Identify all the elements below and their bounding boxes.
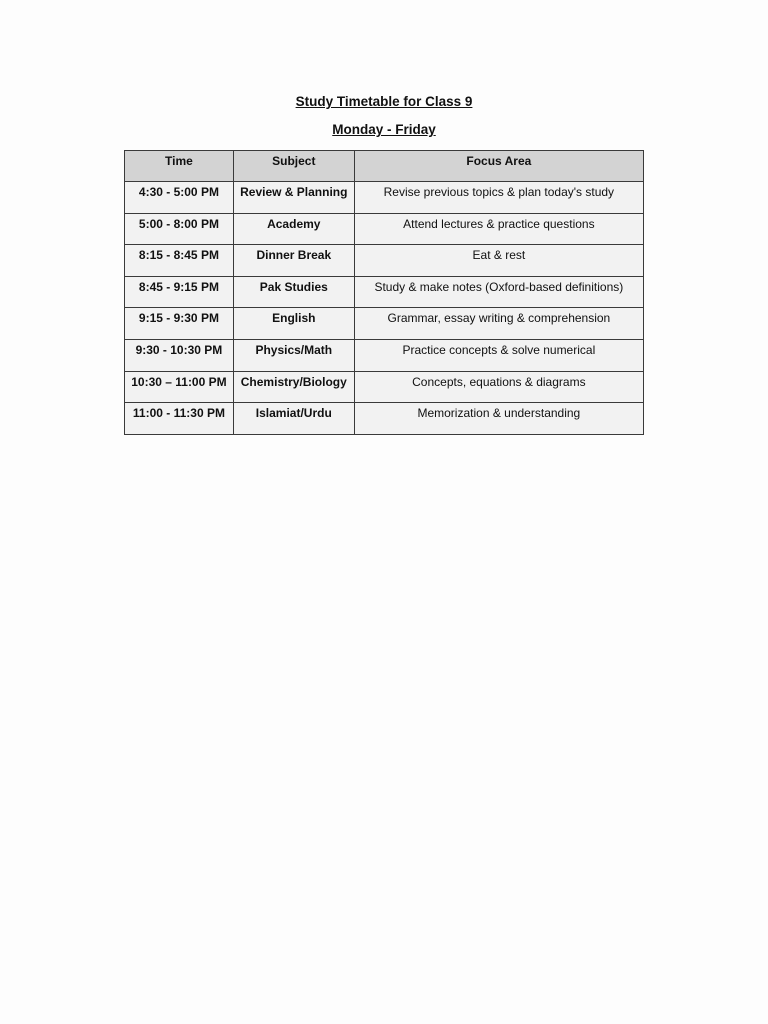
- cell-subject: Academy: [233, 213, 354, 245]
- page-title: Study Timetable for Class 9: [295, 94, 473, 109]
- table-row: [125, 339, 644, 371]
- cell-subject: English: [233, 308, 354, 340]
- cell-focus-area: Memorization & understanding: [354, 403, 643, 435]
- cell-time: 9:30 - 10:30 PM: [125, 339, 234, 371]
- cell-focus-area: Practice concepts & solve numerical: [354, 339, 643, 371]
- cell-time: 8:45 - 9:15 PM: [125, 276, 234, 308]
- table-row: [125, 245, 644, 277]
- table-body: [125, 182, 644, 435]
- table-row: [125, 276, 644, 308]
- cell-focus-area: Grammar, essay writing & comprehension: [354, 308, 643, 340]
- cell-time: 5:00 - 8:00 PM: [125, 213, 234, 245]
- cell-subject: Physics/Math: [233, 339, 354, 371]
- cell-subject: Pak Studies: [233, 276, 354, 308]
- table-row: [125, 213, 644, 245]
- cell-subject: Islamiat/Urdu: [233, 403, 354, 435]
- table-header: [125, 151, 644, 182]
- cell-time: 11:00 - 11:30 PM: [125, 403, 234, 435]
- cell-subject: Review & Planning: [233, 182, 354, 214]
- cell-focus-area: Attend lectures & practice questions: [354, 213, 643, 245]
- cell-time: 8:15 - 8:45 PM: [125, 245, 234, 277]
- cell-subject: Chemistry/Biology: [233, 371, 354, 403]
- cell-time: 9:15 - 9:30 PM: [125, 308, 234, 340]
- cell-subject: Dinner Break: [233, 245, 354, 277]
- page-subtitle: Monday - Friday: [332, 122, 436, 137]
- table-row: [125, 371, 644, 403]
- header-focus-area: Focus Area: [354, 151, 643, 182]
- header-subject: Subject: [233, 151, 354, 182]
- cell-focus-area: Concepts, equations & diagrams: [354, 371, 643, 403]
- timetable: [124, 150, 644, 435]
- cell-time: 10:30 – 11:00 PM: [125, 371, 234, 403]
- cell-time: 4:30 - 5:00 PM: [125, 182, 234, 214]
- header-row: [125, 151, 644, 182]
- header-time: Time: [125, 151, 234, 182]
- table-row: [125, 182, 644, 214]
- cell-focus-area: Study & make notes (Oxford-based definitions): [354, 276, 643, 308]
- table-row: [125, 308, 644, 340]
- table-row: [125, 403, 644, 435]
- cell-focus-area: Revise previous topics & plan today's study: [354, 182, 643, 214]
- cell-focus-area: Eat & rest: [354, 245, 643, 277]
